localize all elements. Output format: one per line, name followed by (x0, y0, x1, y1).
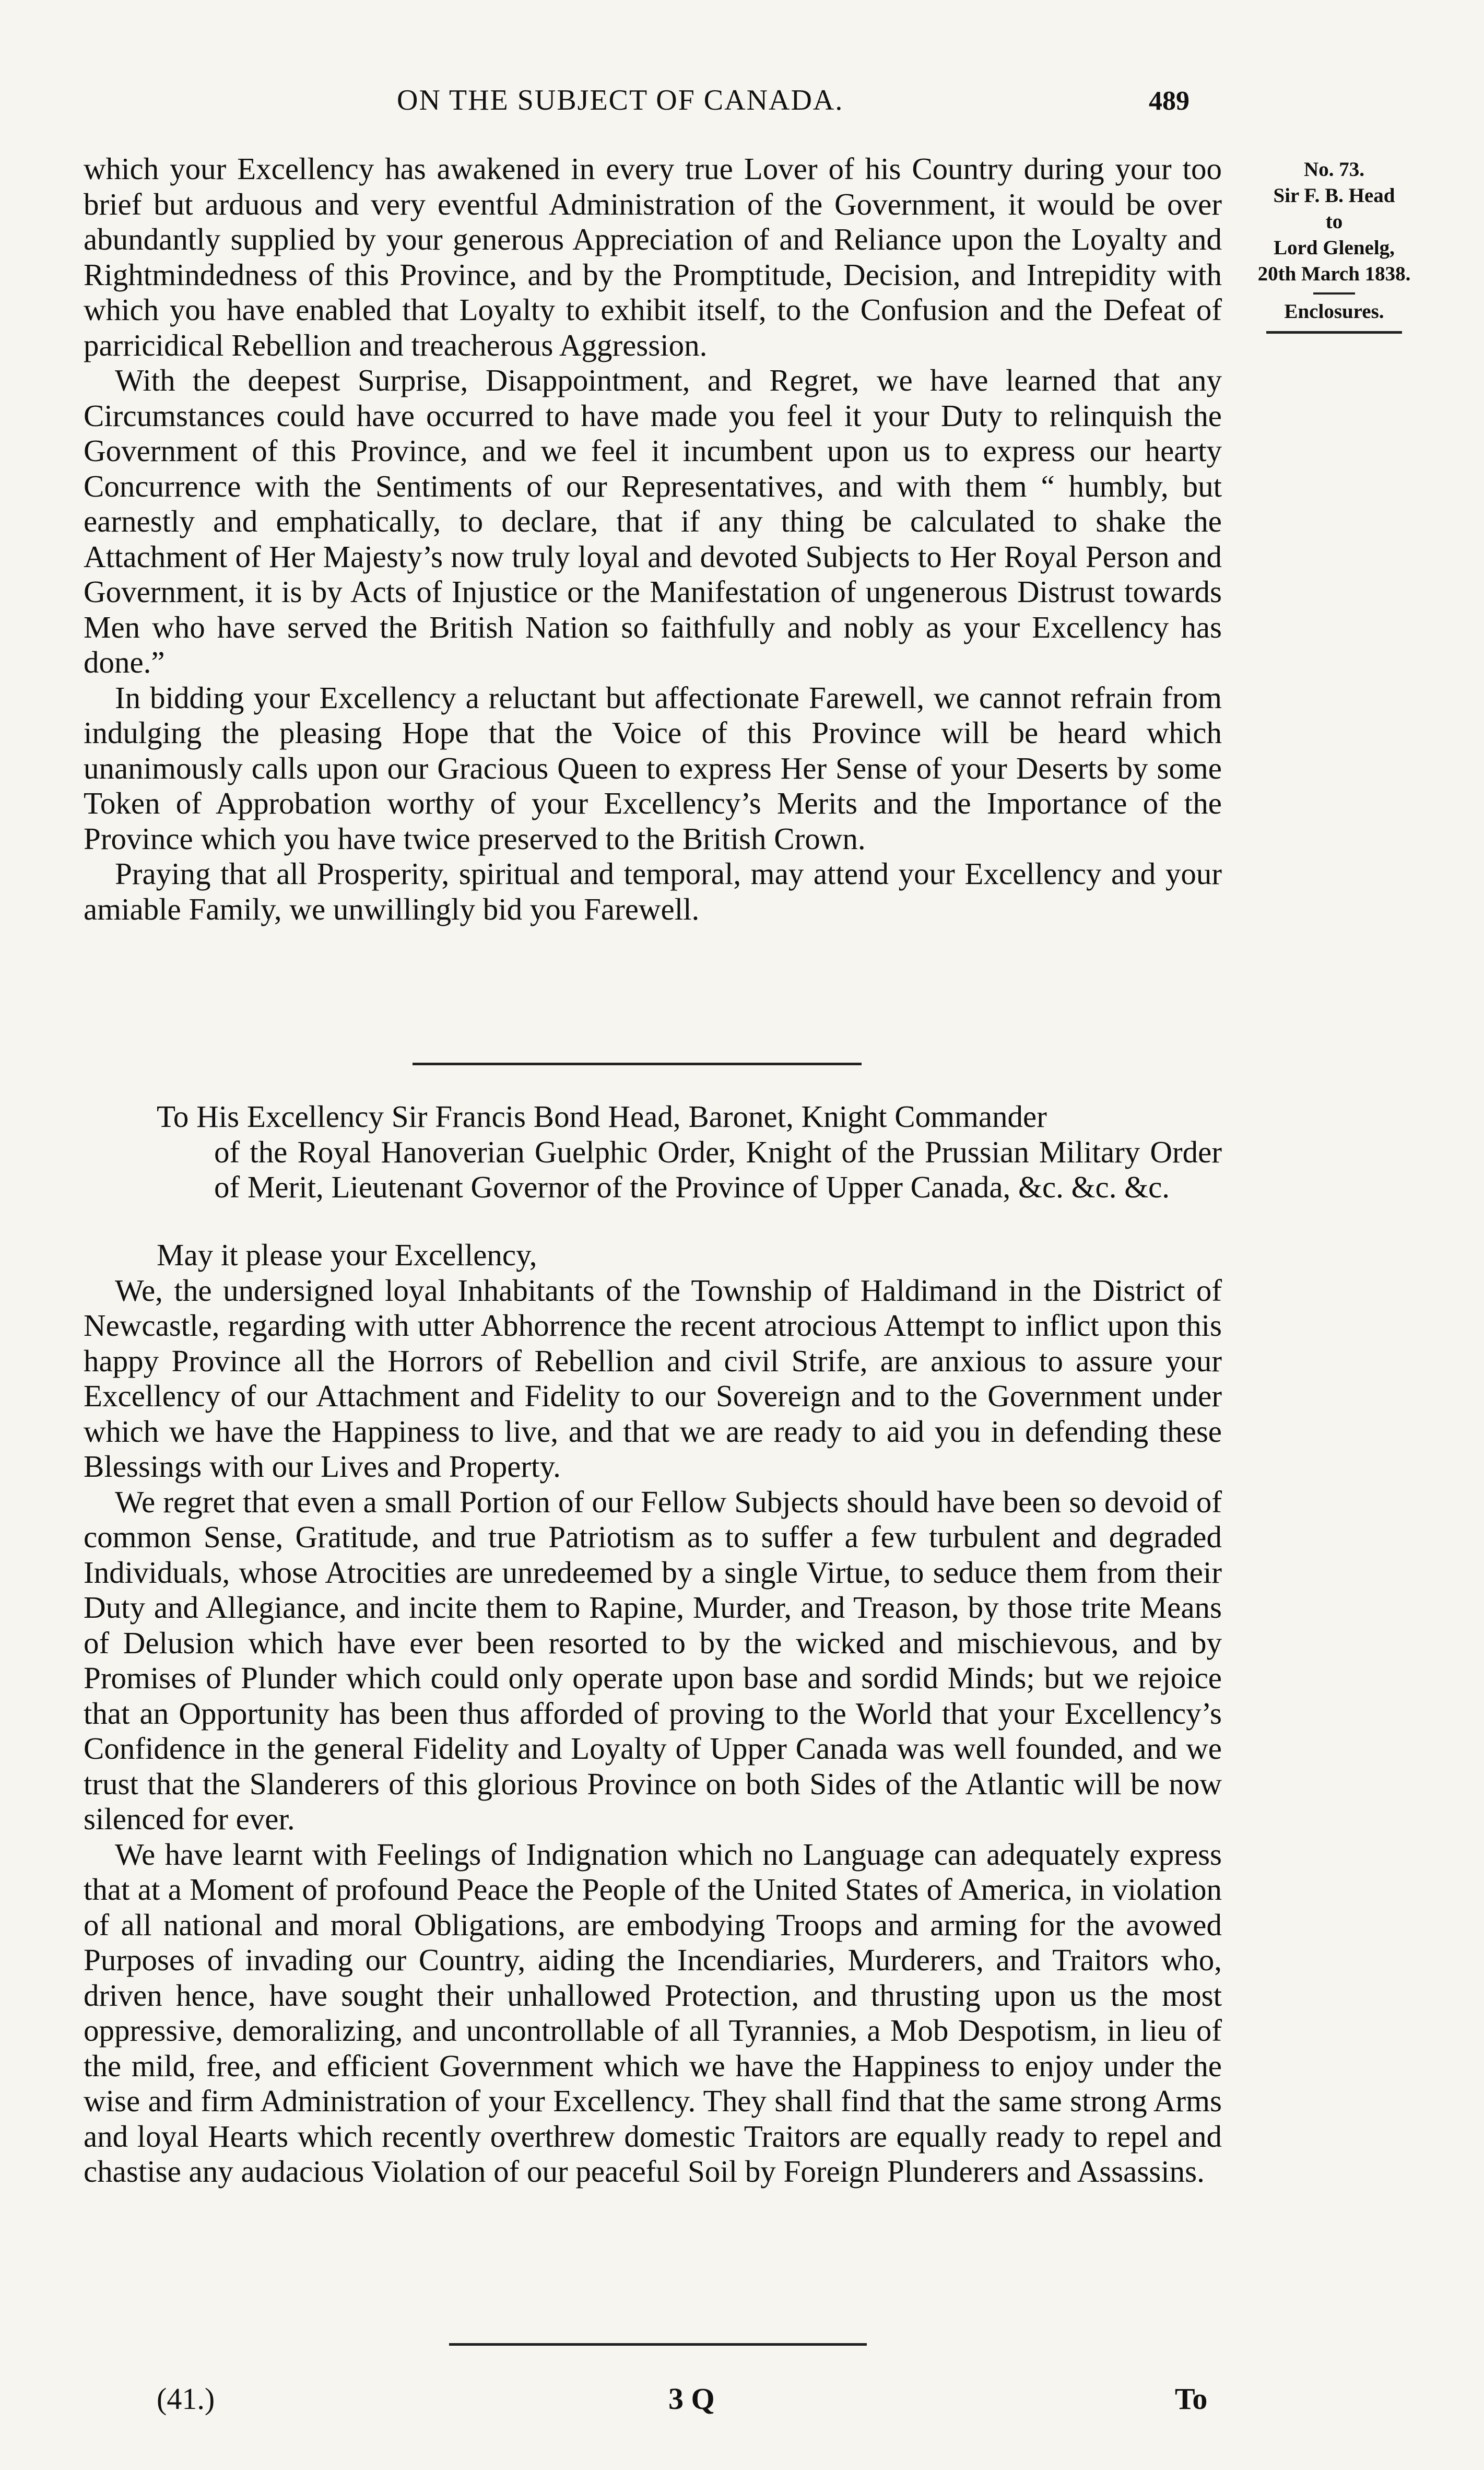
margin-note-number: No. 73. (1304, 158, 1364, 181)
second-address-text (84, 1238, 1222, 2190)
footer-divider (449, 2343, 867, 2346)
signature-mark: 3 Q (668, 2382, 715, 2416)
address-heading (157, 1099, 1222, 1205)
salutation: May it please your Excellency, (157, 1238, 537, 1272)
margin-note (1248, 157, 1420, 334)
paragraph: With the deepest Surprise, Disappointment, and Regret, we have learned that any Circumstances could have occurred to have made you feel it your Duty to relinquish the Government of this Province, and we feel it incumbent upon us to express our hearty Concurrence with the Sentiments of our Representatives, and with them “ humbly, but earnestly and emphatically, to declare, that if any thing be calculated to shake the Attachment of Her Majesty’s now truly loyal and devoted Subjects to Her Royal Person and Government, it is by Acts of Injustice or the Manifestation of ungenerous Distrust towards Men who have served the British Nation so faithfully and nobly as your Excellency has done.” (84, 363, 1222, 679)
section-divider (413, 1063, 862, 1065)
paragraph: Praying that all Prosperity, spiritual and temporal, may attend your Excellency and your amiable Family, we unwillingly bid you Farewell. (84, 856, 1222, 926)
margin-note-rule (1266, 331, 1402, 334)
address-continuation: of the Royal Hanoverian Guelphic Order, Knight of the Prussian Military Order of Merit, Lieutenant Governor of the Province of Upper Canada, &c. &c. &c. (214, 1134, 1222, 1204)
margin-note-dash (1313, 292, 1355, 295)
address-first-line: To His Excellency Sir Francis Bond Head, Baronet, Knight Commander (157, 1099, 1047, 1134)
series-number: (41.) (157, 2382, 215, 2416)
margin-note-date: 20th March 1838. (1257, 263, 1411, 285)
page-header (0, 78, 1484, 125)
margin-note-to: to (1325, 210, 1343, 233)
catchword: To (1175, 2382, 1208, 2416)
paragraph: We have learnt with Feelings of Indignation which no Language can adequately express that at a Moment of profound Peace the People of the United States of America, in violation of all national and moral Obligations, are embodying Troops and arming for the avowed Purposes of invading our Country, aiding the Incendiaries, Murderers, and Traitors who, driven hence, have sought their unhallowed Protection, and thrusting upon us the most oppressive, demoralizing, and uncontrollable of all Tyrannies, a Mob Despotism, in lieu of the mild, free, and efficient Government which we have the Happiness to enjoy under the wise and firm Administration of your Excellency. They shall find that the same strong Arms and loyal Hearts which recently overthrew domestic Traitors are equally ready to repel and chastise any audacious Violation of our peaceful Soil by Foreign Plunderers and Assassins. (84, 1837, 1222, 2189)
paragraph: We regret that even a small Portion of our Fellow Subjects should have been so devoid of common Sense, Gratitude, and true Patriotism as to suffer a few turbulent and degraded Individuals, whose Atrocities are unredeemed by a single Virtue, to seduce them from their Duty and Allegiance, and incite them to Rapine, Murder, and Treason, by those trite Means of Delusion which have ever been resorted to by the wicked and mischievous, and by Promises of Plunder which could only operate upon base and sordid Minds; but we rejoice that an Opportunity has been thus afforded of proving to the World that your Excellency’s Confidence in the general Fidelity and Loyalty of Upper Canada was well founded, and we trust that the Slanderers of this glorious Province on both Sides of the Atlantic will be now silenced for ever. (84, 1484, 1222, 1836)
paragraph: We, the undersigned loyal Inhabitants of the Township of Haldimand in the District of Newcastle, regarding with utter Abhorrence the recent atrocious Attempt to inflict upon this happy Province all the Horrors of Rebellion and civil Strife, are anxious to assure your Excellency of our Attachment and Fidelity to our Sovereign and to the Government under which we have the Happiness to live, and that we are ready to aid you in defending these Blessings with our Lives and Property. (84, 1273, 1222, 1484)
margin-note-enclosures: Enclosures. (1284, 300, 1384, 323)
margin-note-recipient: Lord Glenelg, (1274, 237, 1395, 259)
page-number: 489 (1149, 86, 1189, 116)
paragraph: In bidding your Excellency a reluctant but affectionate Farewell, we cannot refrain from indulging the pleasing Hope that the Voice of this Province will be heard which unanimously calls upon our Gracious Queen to express Her Sense of your Deserts by some Token of Approbation worthy of your Excellency’s Merits and the Importance of the Province which you have twice preserved to the British Crown. (84, 680, 1222, 856)
page-footer (0, 2381, 1484, 2428)
paragraph: which your Excellency has awakened in every true Lover of his Country during your too brief but arduous and very eventful Administration of the Government, it would be over abundantly supplied by your generous Appreciation of and Reliance upon the Loyalty and Rightmindedness of this Province, and by the Promptitude, Decision, and Intrepidity with which you have enabled that Loyalty to exhibit itself, to the Confusion and the Defeat of parricidical Rebellion and treacherous Aggression. (84, 151, 1222, 362)
margin-note-author: Sir F. B. Head (1273, 184, 1395, 207)
running-title: ON THE SUBJECT OF CANADA. (397, 84, 844, 116)
main-text (84, 151, 1222, 927)
